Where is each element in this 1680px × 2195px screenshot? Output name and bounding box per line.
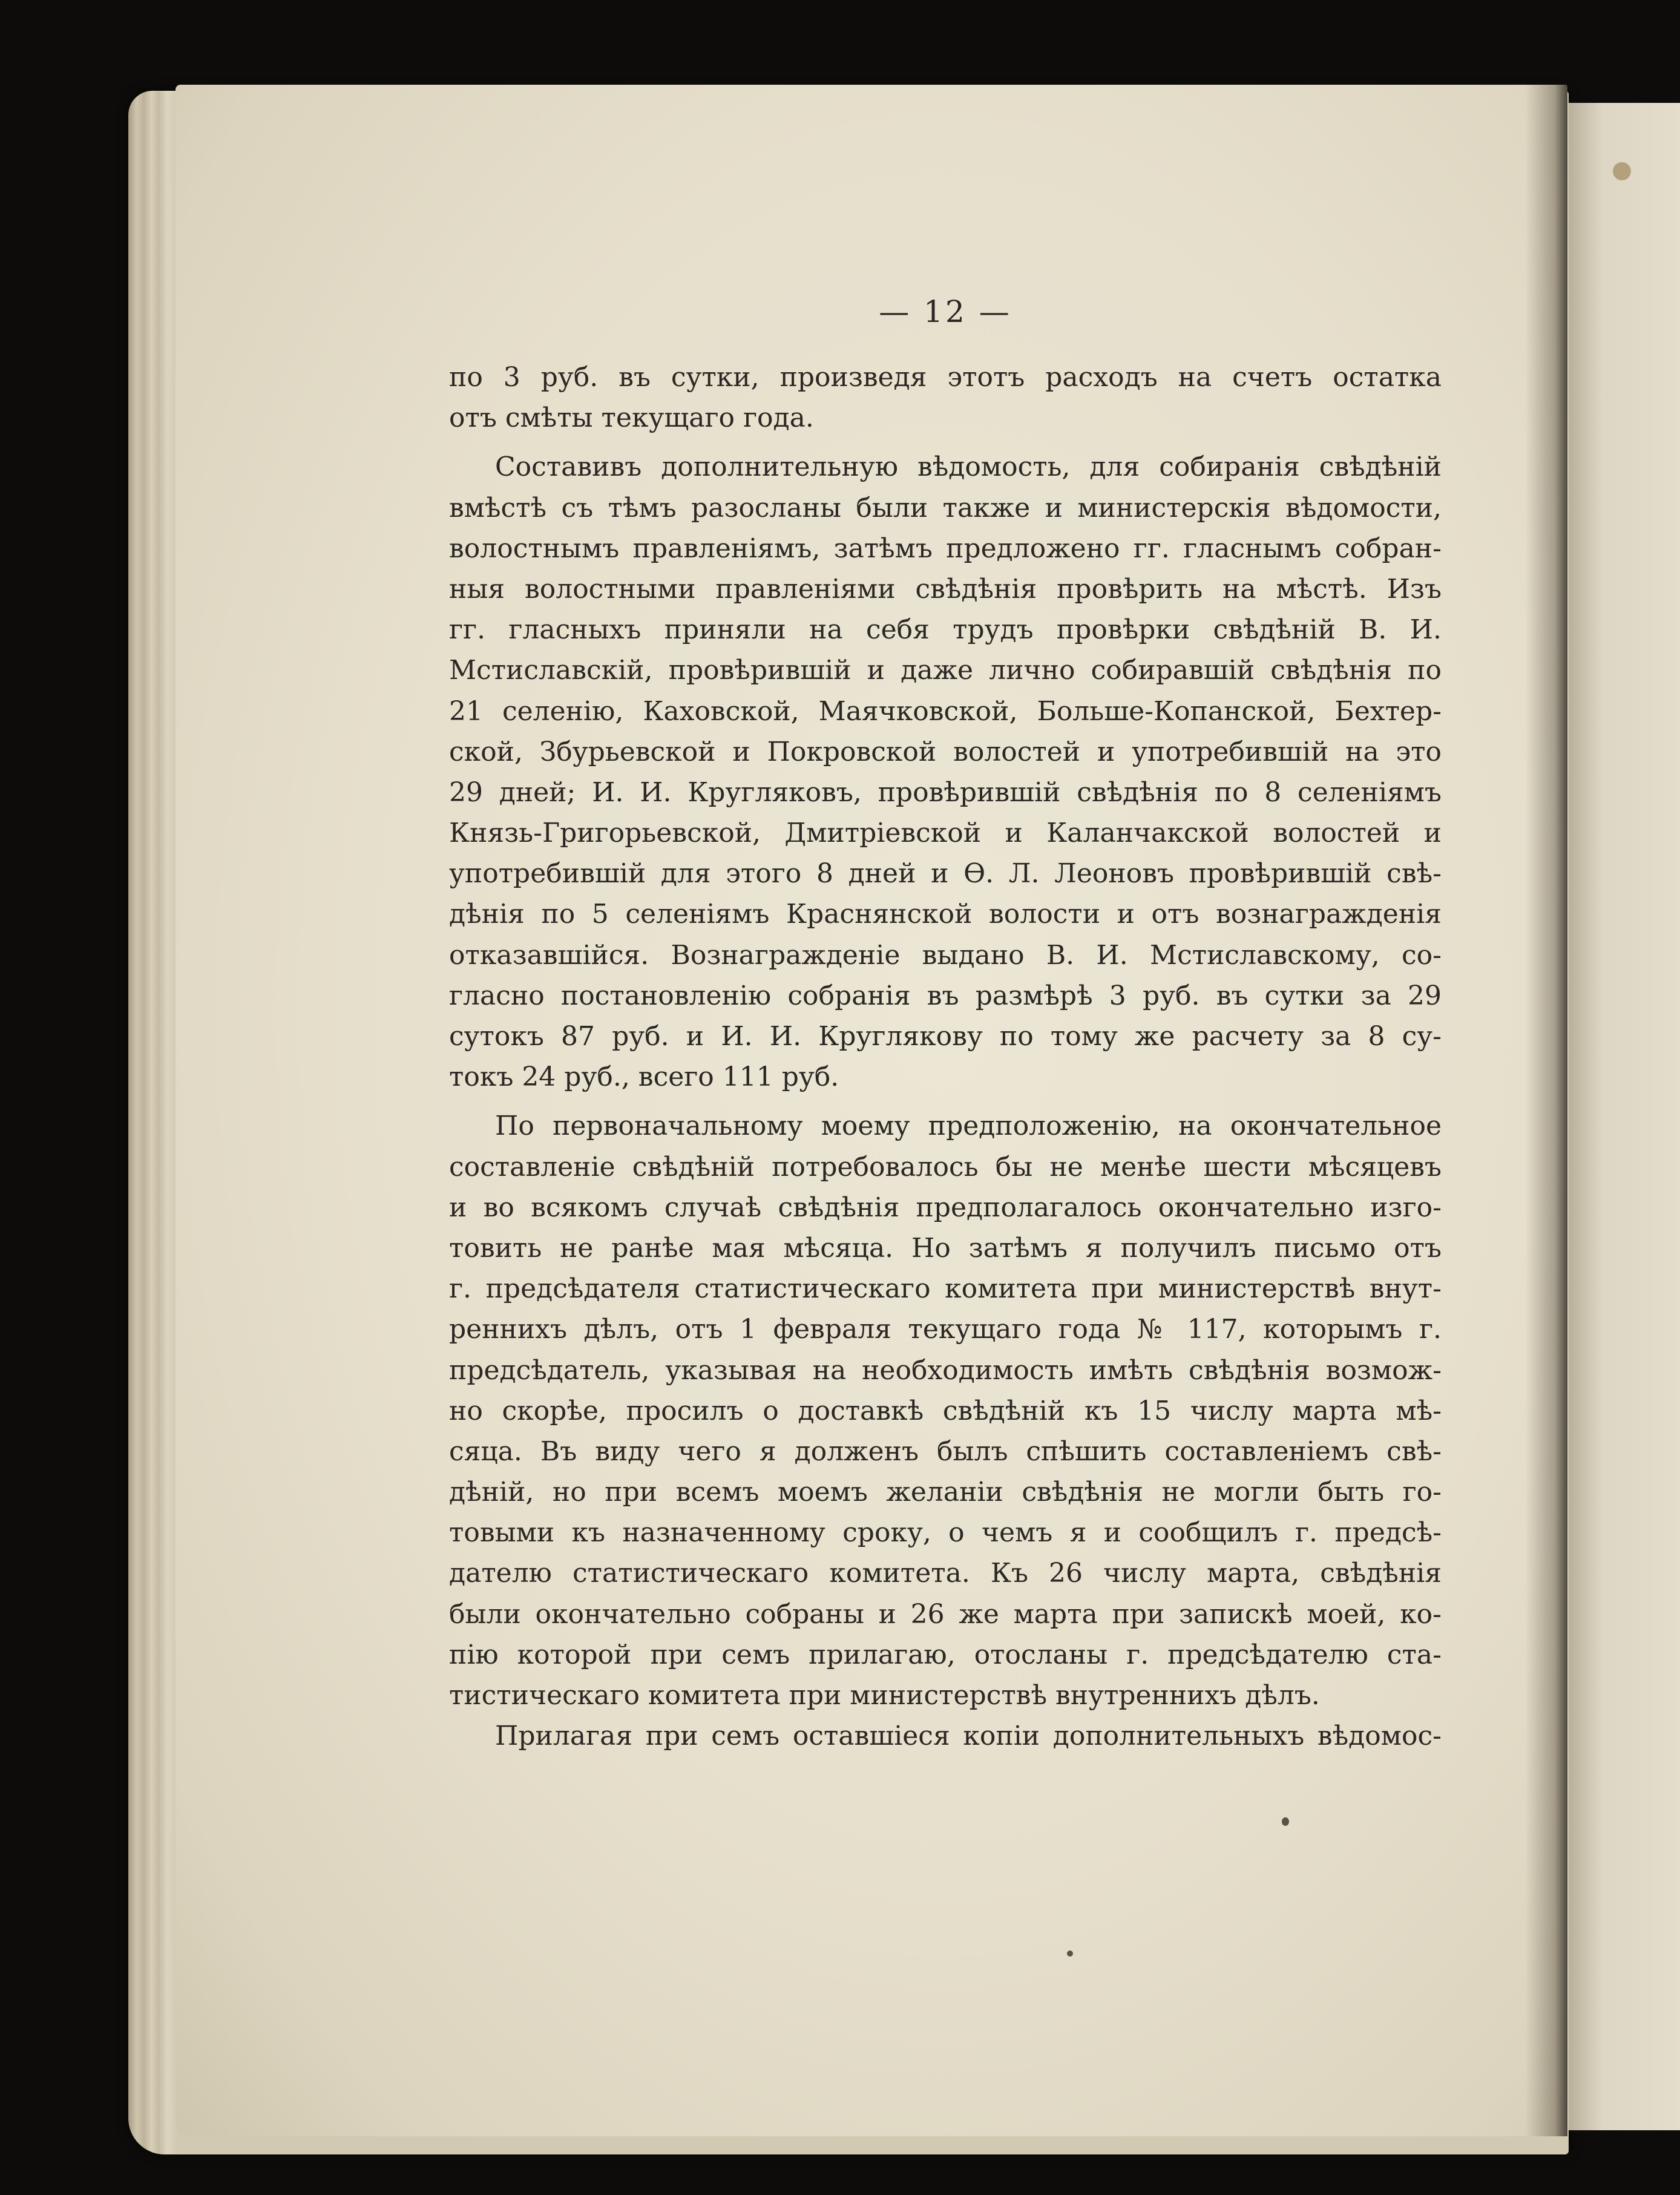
ink-speck — [1282, 1817, 1289, 1826]
page-text — [449, 290, 1442, 1756]
text-line: вмѣстѣ съ тѣмъ разосланы были также и министерскія вѣдомости, — [449, 492, 1442, 523]
paper-stain — [1613, 162, 1631, 180]
facing-page-edge — [1569, 103, 1680, 2130]
paragraph-1 — [449, 357, 1442, 438]
text-line: отказавшійся. Вознагражденіе выдано В. И. Мстиславскому, со- — [449, 939, 1442, 971]
text-line: и во всякомъ случаѣ свѣдѣнія предполагалось окончательно изго- — [449, 1192, 1442, 1223]
text-line: токъ 24 руб., всего 111 руб. — [449, 1061, 839, 1093]
text-line: гг. гласныхъ приняли на себя трудъ провѣрки свѣдѣній В. И. — [449, 614, 1442, 646]
text-line: ской, Збурьевской и Покровской волостей и употребившій на это — [449, 736, 1442, 767]
text-line: составленіе свѣдѣній потребовалось бы не менѣе шести мѣсяцевъ — [449, 1151, 1442, 1183]
text-line: волостнымъ правленіямъ, затѣмъ предложено гг. гласнымъ собран- — [449, 533, 1442, 564]
text-line: употребившій для этого 8 дней и Ѳ. Л. Леоновъ провѣрившій свѣ- — [449, 858, 1442, 890]
text-line: но скорѣе, просилъ о доставкѣ свѣдѣній къ 15 числу марта мѣ- — [449, 1395, 1442, 1426]
text-line: товыми къ назначенному сроку, о чемъ я и сообщилъ г. предсѣ- — [449, 1517, 1442, 1549]
text-line: сутокъ 87 руб. и И. И. Круглякову по тому же расчету за 8 су- — [449, 1021, 1442, 1052]
paragraph-3 — [449, 1106, 1442, 1716]
page-number: — 12 — — [879, 294, 1012, 329]
text-line: дѣнія по 5 селеніямъ Краснянской волости и отъ вознагражденія — [449, 899, 1442, 930]
text-line: дателю статистическаго комитета. Къ 26 числу марта, свѣдѣнія — [449, 1558, 1442, 1589]
book-gutter — [1525, 85, 1567, 2136]
text-line: пію которой при семъ прилагаю, отосланы г. предсѣдателю ста- — [449, 1639, 1442, 1670]
paragraph-4 — [449, 1716, 1442, 1756]
text-line: дѣній, но при всемъ моемъ желаніи свѣдѣнія не могли быть го- — [449, 1477, 1442, 1508]
text-line: предсѣдатель, указывая на необходимость имѣть свѣдѣнія возмож- — [449, 1354, 1442, 1386]
text-line: 29 дней; И. И. Кругляковъ, провѣрившій свѣдѣнія по 8 селеніямъ — [449, 776, 1442, 808]
ink-speck — [1067, 1951, 1073, 1957]
text-line: сяца. Въ виду чего я долженъ былъ спѣшить составленіемъ свѣ- — [449, 1435, 1442, 1467]
text-line: гласно постановленію собранія въ размѣрѣ 3 руб. въ сутки за 29 — [449, 980, 1442, 1011]
text-line: г. предсѣдателя статистическаго комитета при министерствѣ внут- — [449, 1273, 1442, 1305]
paragraph-2 — [449, 447, 1442, 1097]
text-line: Прилагая при семъ оставшіеся копіи дополнительныхъ вѣдомос- — [495, 1721, 1442, 1752]
text-line: Составивъ дополнительную вѣдомость, для собиранія свѣдѣній — [495, 451, 1442, 483]
text-line: отъ смѣты текущаго года. — [449, 402, 814, 434]
text-line: были окончательно собраны и 26 же марта при запискѣ моей, ко- — [449, 1598, 1442, 1630]
text-line: реннихъ дѣлъ, отъ 1 февраля текущаго года № 117, которымъ г. — [449, 1314, 1442, 1345]
text-line: ныя волостными правленіями свѣдѣнія провѣрить на мѣстѣ. Изъ — [449, 573, 1442, 605]
text-line: Мстиславскій, провѣрившій и даже лично собиравшій свѣдѣнія по — [449, 655, 1442, 686]
text-line: по 3 руб. въ сутки, произведя этотъ расходъ на счетъ остатка — [449, 362, 1442, 393]
text-line: Князь-Григорьевской, Дмитріевской и Каланчакской волостей и — [449, 818, 1442, 849]
text-line: товить не ранѣе мая мѣсяца. Но затѣмъ я получилъ письмо отъ — [449, 1232, 1442, 1264]
text-line: По первоначальному моему предположенію, на окончательное — [495, 1111, 1442, 1142]
text-line: тистическаго комитета при министерствѣ внутреннихъ дѣлъ. — [449, 1680, 1320, 1711]
text-line: 21 селенію, Каховской, Маячковской, Больше-Копанской, Бехтер- — [449, 695, 1442, 727]
